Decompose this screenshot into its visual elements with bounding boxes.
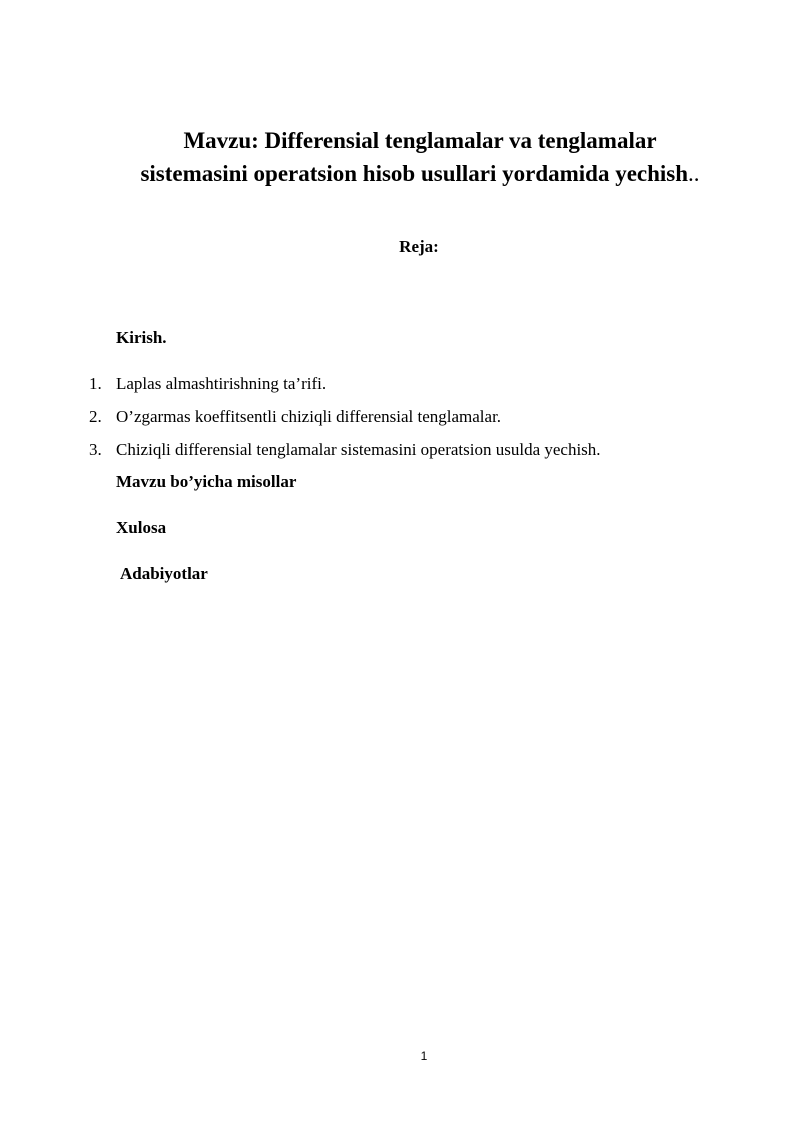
intro-heading: Kirish. (116, 328, 167, 347)
list-item-number: 3. (89, 440, 102, 459)
references-heading: Adabiyotlar (120, 564, 208, 583)
title-line-2-text: sistemasini operatsion hisob usullari yordamida yechish (140, 161, 689, 186)
list-item-text: Chiziqli differensial tenglamalar sistemasini operatsion usulda yechish. (116, 440, 601, 459)
list-item-number: 2. (89, 407, 102, 426)
title-line-1: Mavzu: Differensial tenglamalar va tenglamalar (183, 128, 657, 153)
list-item-number: 1. (89, 374, 102, 393)
document-title (100, 124, 740, 190)
list-item-text: O’zgarmas koeffitsentli chiziqli differensial tenglamalar. (116, 407, 502, 426)
page-number: 1 (420, 1049, 428, 1063)
list-item (89, 373, 326, 395)
conclusion-heading: Xulosa (116, 518, 167, 537)
list-item-text: Laplas almashtirishning ta’rifi. (116, 374, 327, 393)
examples-heading: Mavzu bo’yicha misollar (116, 472, 297, 491)
list-item (89, 439, 601, 461)
title-line-2 (100, 157, 740, 190)
list-item (89, 406, 501, 428)
plan-heading: Reja: (399, 237, 439, 256)
title-suffix: .. (688, 161, 700, 186)
